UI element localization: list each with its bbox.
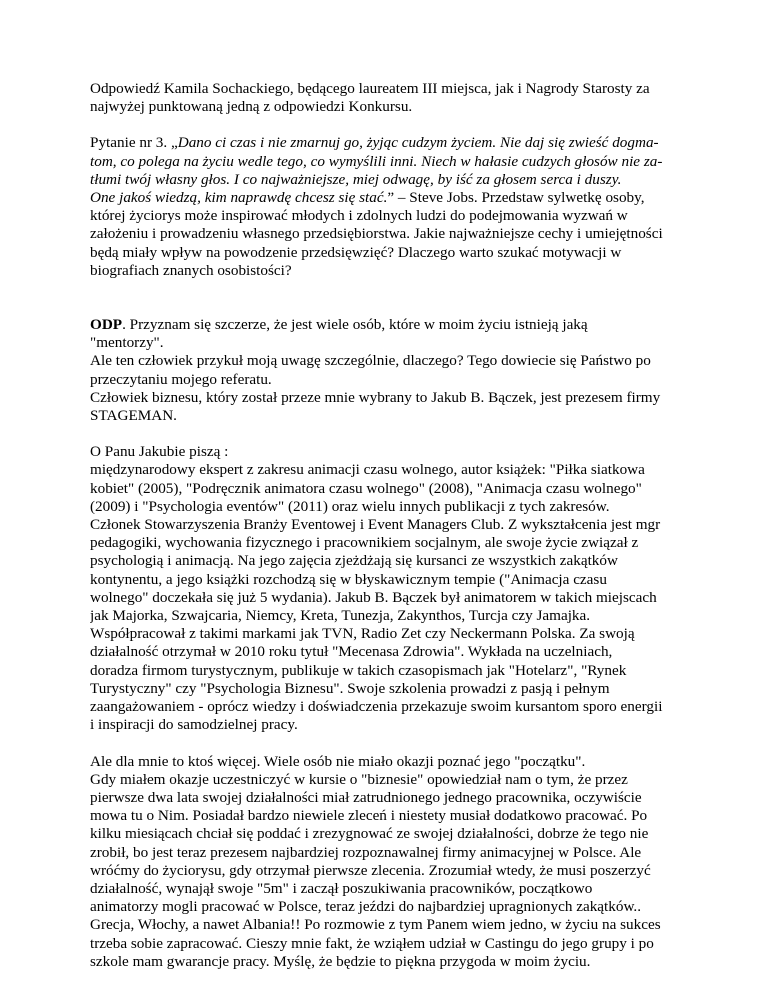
question-line: założeniu i prowadzeniu własnego przedsiębiorstwa. Jakie najważniejsze cechy i umiejętności: [90, 225, 663, 243]
answer-line: [90, 316, 690, 334]
about-line: działalność otrzymał w 2010 roku tytuł "Mecenasa Zdrowia". Wykłada na uczelniach,: [90, 643, 613, 661]
question-line: której życiorys może inspirować młodych i zdolnych ludzi do podejmowania wyzwań w: [90, 207, 628, 225]
answer-text: . Przyznam się szczerze, że jest wiele osób, które w moim życiu istnieją jaką: [122, 316, 588, 334]
about-line: wolnego" doczekała się już 5 wydania). Jakub B. Bączek był animatorem w takich miejscach: [90, 588, 657, 606]
answer-line: STAGEMAN.: [90, 407, 177, 425]
personal-line: Ale dla mnie to ktoś więcej. Wiele osób nie miało okazji poznać jego "początku".: [90, 752, 586, 770]
about-line: zaangażowaniem - oprócz wiedzy i doświadczenia przekazuje swoim kursantom sporo energii: [90, 698, 663, 716]
about-line: Turystyczny" czy "Psychologia Biznesu". Swoje szkolenia prowadzi z pasją i pełnym: [90, 679, 610, 697]
about-line: międzynarodowy ekspert z zakresu animacji czasu wolnego, autor książek: "Piłka siatkowa: [90, 461, 645, 479]
question-line: będą miały wpływ na powodzenie przedsięwzięć? Dlaczego warto szukać motywacji w: [90, 243, 622, 261]
personal-paragraph: [90, 753, 690, 971]
personal-line: mowa tu o Nim. Posiadał bardzo niewiele zleceń i niestety musiał dodatkowo pracować. Po: [90, 807, 648, 825]
about-line: psychologią i animacją. Na jego zajęcia zjeżdżają się kursanci ze wszystkich zakątków: [90, 552, 618, 570]
about-line: doradza firmom turystycznym, publikuje w takich czasopismach jak "Hotelarz", "Rynek: [90, 661, 627, 679]
document-page: [90, 80, 690, 971]
answer-line: Człowiek biznesu, który został przeze mnie wybrany to Jakub B. Bączek, jest prezesem firmy: [90, 388, 661, 406]
quote-text: tom, co polega na życiu wedle tego, co wymyślili inni. Niech w hałasie cudzych głosów nie za-: [90, 152, 663, 170]
about-line: Członek Stowarzyszenia Branży Eventowej i Event Managers Club. Z wykształcenia jest mgr: [90, 516, 661, 534]
personal-line: pierwsze dwa lata swojej działalności miał zatrudnionego jednego pracownika, oczywiście: [90, 788, 642, 806]
personal-line: Grecja, Włochy, a nawet Albania!! Po rozmowie z tym Panem wiem jedno, w życiu na sukces: [90, 916, 661, 934]
question-line: biografiach znanych osobistości?: [90, 261, 292, 279]
quote-text: One jakoś wiedzą, kim naprawdę chcesz się stać.: [90, 189, 388, 207]
about-paragraph: [90, 443, 690, 734]
question-line: [90, 189, 690, 207]
about-line: O Panu Jakubie piszą :: [90, 443, 229, 461]
answer-label: ODP: [90, 316, 123, 334]
quote-attribution: ” – Steve Jobs. Przedstaw sylwetkę osoby,: [387, 189, 645, 207]
intro-line: Odpowiedź Kamila Sochackiego, będącego laureatem III miejsca, jak i Nagrody Starosty za: [90, 80, 650, 97]
personal-line: wróćmy do życiorysu, gdy otrzymał pierwsze zlecenia. Zrozumiał wtedy, że musi poszerzyć: [90, 861, 651, 879]
personal-line: szkole mam gwarancje pracy. Myślę, że będzie to piękna przygoda w moim życiu.: [90, 952, 591, 970]
answer-line: Ale ten człowiek przykuł moją uwagę szczególnie, dlaczego? Tego dowiecie się Państwo po: [90, 352, 651, 370]
quote-text: tłumi twój własny głos. I co najważniejsze, miej odwagę, by iść za głosem serca i duszy.: [90, 170, 622, 188]
intro-line: najwyżej punktowaną jedną z odpowiedzi Konkursu.: [90, 98, 413, 116]
personal-line: działalność, wynajął swoje "5m" i zaczął poszukiwania pracowników, początkowo: [90, 879, 593, 897]
answer-line: przeczytaniu mojego referatu.: [90, 370, 272, 388]
personal-line: zrobił, bo jest teraz prezesem najbardziej rozpoznawalnej firmy animacyjnej w Polsce. Ale: [90, 843, 642, 861]
about-line: Współpracował z takimi markami jak TVN, Radio Zet czy Neckermann Polska. Za swoją: [90, 625, 635, 643]
question-line: [90, 134, 690, 152]
about-line: jak Majorka, Szwajcaria, Niemcy, Kreta, Tunezja, Zakynthos, Turcja czy Jamajka.: [90, 607, 591, 625]
paragraph-gap: [90, 116, 690, 134]
question-label: Pytanie nr 3. „: [90, 134, 178, 152]
answer-line: "mentorzy".: [90, 334, 164, 352]
about-line: kobiet" (2005), "Podręcznik animatora czasu wolnego" (2008), "Animacja czasu wolnego": [90, 479, 642, 497]
paragraph-gap: [90, 425, 690, 443]
personal-line: Gdy miałem okazje uczestniczyć w kursie o "biznesie" opowiedział nam o tym, że przez: [90, 770, 628, 788]
quote-text: Dano ci czas i nie zmarnuj go, żyjąc cudzym życiem. Nie daj się zwieść dogma-: [177, 134, 659, 152]
personal-line: trzeba sobie zapracować. Cieszy mnie fakt, że wziąłem udział w Castingu do jego grupy i po: [90, 934, 654, 952]
about-line: (2009) i "Psychologia eventów" (2011) oraz wielu innych publikacji z tych zakresów.: [90, 497, 610, 515]
answer-paragraph: [90, 316, 690, 425]
question-line: [90, 153, 690, 171]
about-line: i inspiracji do samodzielnej pracy.: [90, 716, 298, 734]
question-paragraph: [90, 134, 690, 280]
question-line: [90, 171, 690, 189]
personal-line: kilku miesiącach chciał się poddać i zrezygnować ze swojej działalności, dobrze że tego nie: [90, 825, 649, 843]
about-line: kontynentu, a jego książki rozchodzą się w błyskawicznym tempie ("Animacja czasu: [90, 570, 607, 588]
paragraph-gap: [90, 280, 690, 316]
about-line: pedagogiki, wychowania fizycznego i pracownikiem socjalnym, ale swoje życie związał z: [90, 534, 639, 552]
intro-paragraph: [90, 80, 690, 116]
paragraph-gap: [90, 735, 690, 753]
personal-line: animatorzy mogli pracować w Polsce, teraz jeździ do najbardziej upragnionych zakątków..: [90, 898, 642, 916]
